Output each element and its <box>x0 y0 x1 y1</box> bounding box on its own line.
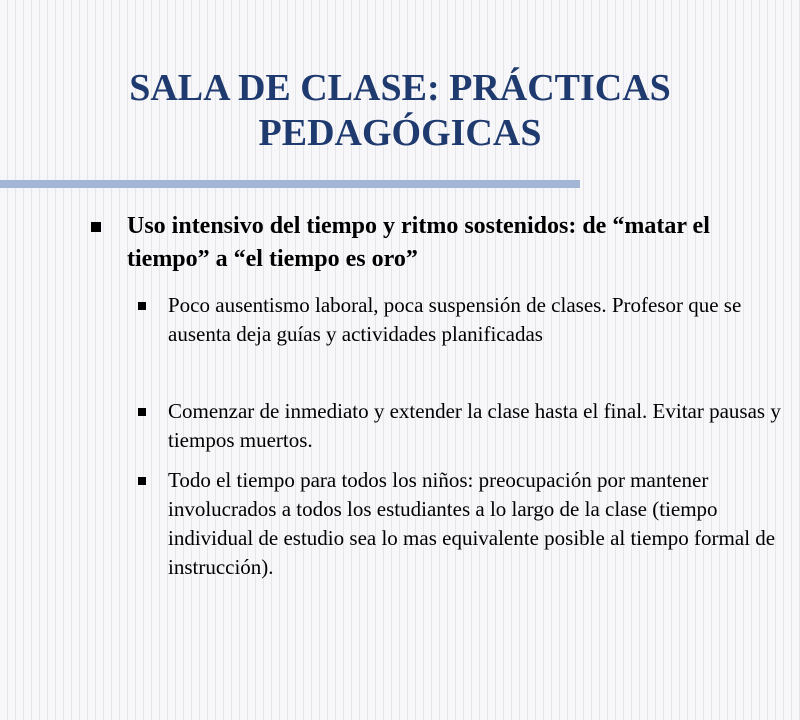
square-bullet-icon <box>138 408 146 416</box>
title-underline-rule <box>0 180 580 188</box>
square-bullet-icon <box>138 302 146 310</box>
sub-bullet-2 <box>168 397 798 455</box>
main-bullet-text: Uso intensivo del tiempo y ritmo sostenidos: de “matar el tiempo” a “el tiempo es oro” <box>127 213 710 272</box>
slide-title-line-2: PEDAGÓGICAS <box>258 112 542 154</box>
square-bullet-icon <box>138 477 146 485</box>
sub-bullet-1 <box>168 291 798 349</box>
main-bullet <box>127 210 787 276</box>
sub-bullet-3 <box>168 466 798 582</box>
square-bullet-icon <box>91 222 101 232</box>
sub-bullet-text: Todo el tiempo para todos los niños: preocupación por mantener involucrados a todos los estudiantes a lo largo de la clase (tiempo individual de estudio sea lo mas equivalente posible al tiempo formal de instrucción). <box>168 468 776 579</box>
slide-title-line-1: SALA DE CLASE: PRÁCTICAS <box>129 67 671 109</box>
sub-bullet-text: Poco ausentismo laboral, poca suspensión de clases. Profesor que se ausenta deja guías y actividades planificadas <box>168 293 742 346</box>
sub-bullet-text: Comenzar de inmediato y extender la clase hasta el final. Evitar pausas y tiempos muertos. <box>168 399 781 452</box>
slide-title <box>40 66 760 156</box>
